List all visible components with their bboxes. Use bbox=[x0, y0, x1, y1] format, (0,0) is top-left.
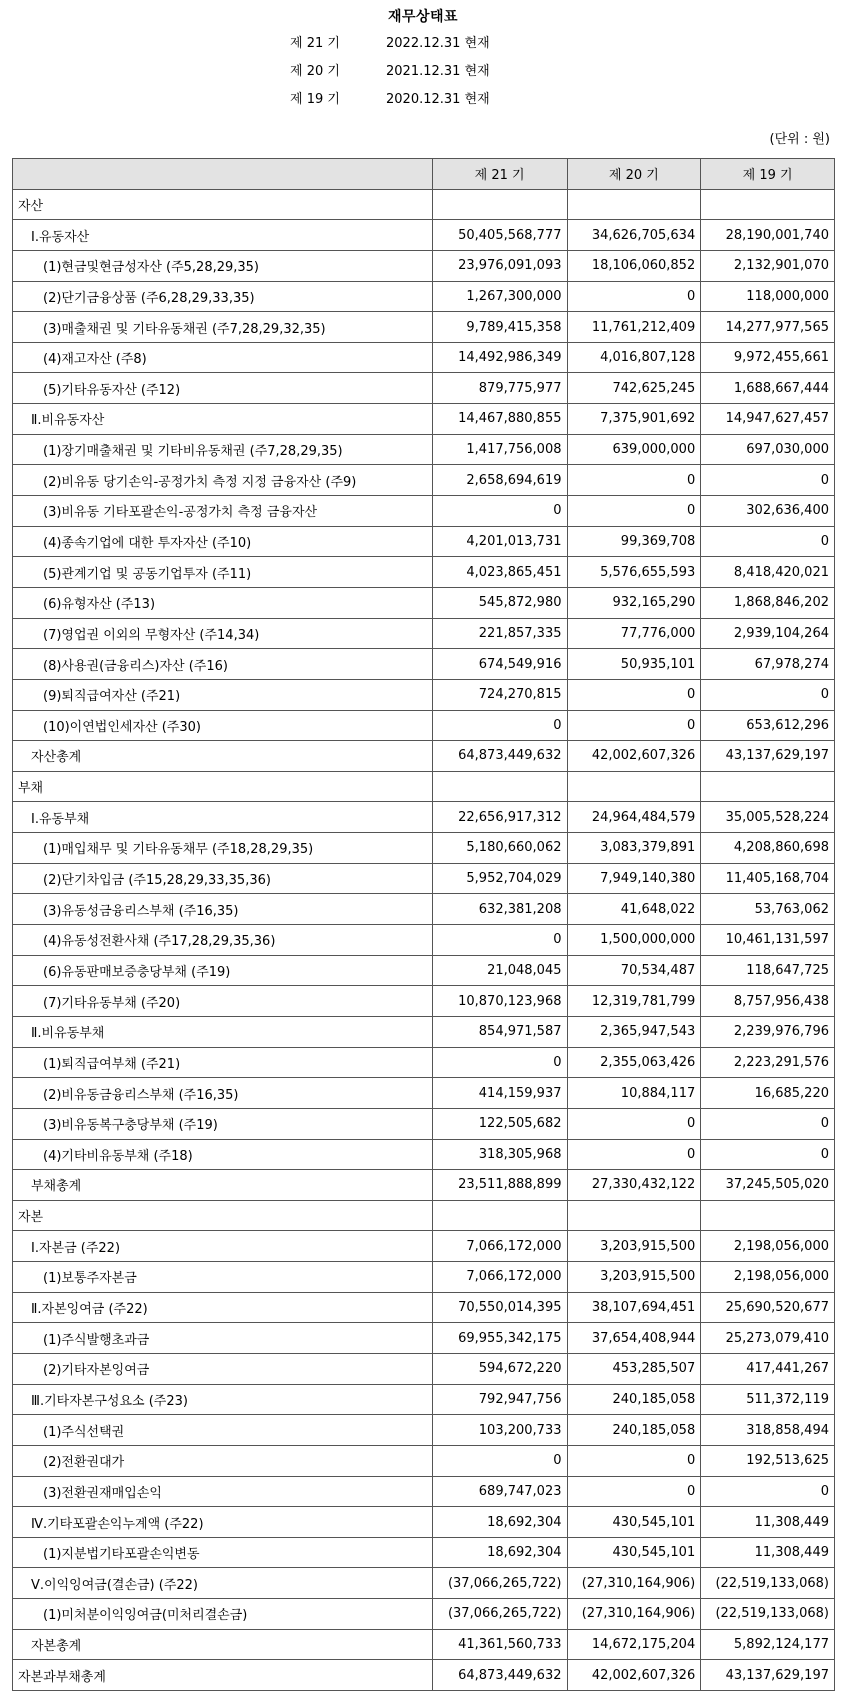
row-value: 103,200,733 bbox=[432, 1415, 567, 1446]
row-value: 240,185,058 bbox=[567, 1415, 701, 1446]
row-value: 2,198,056,000 bbox=[701, 1231, 835, 1262]
row-label: (3)비유동복구충당부채 (주19) bbox=[13, 1108, 433, 1139]
row-value bbox=[432, 189, 567, 220]
row-value: 18,692,304 bbox=[432, 1537, 567, 1568]
row-label: 자본 bbox=[13, 1200, 433, 1231]
period-date: 2020.12.31 현재 bbox=[386, 92, 490, 107]
row-value: 64,873,449,632 bbox=[432, 741, 567, 772]
row-value: 42,002,607,326 bbox=[567, 741, 701, 772]
row-label: 자산 bbox=[13, 189, 433, 220]
row-label: (7)기타유동부채 (주20) bbox=[13, 986, 433, 1017]
row-label: (3)전환권재매입손익 bbox=[13, 1476, 433, 1507]
row-label: Ⅰ.유동자산 bbox=[13, 220, 433, 251]
row-value: 14,672,175,204 bbox=[567, 1629, 701, 1660]
row-value: 854,971,587 bbox=[432, 1016, 567, 1047]
table-row bbox=[13, 1047, 835, 1078]
row-value: 0 bbox=[567, 281, 701, 312]
row-value: 932,165,290 bbox=[567, 587, 701, 618]
row-value bbox=[701, 189, 835, 220]
row-value: 430,545,101 bbox=[567, 1537, 701, 1568]
row-value: 2,223,291,576 bbox=[701, 1047, 835, 1078]
row-value: 16,685,220 bbox=[701, 1078, 835, 1109]
row-value: 1,868,846,202 bbox=[701, 587, 835, 618]
row-label: (1)현금및현금성자산 (주5,28,29,35) bbox=[13, 250, 433, 281]
row-value: 1,417,756,008 bbox=[432, 434, 567, 465]
row-value: 511,372,119 bbox=[701, 1384, 835, 1415]
row-value: 50,405,568,777 bbox=[432, 220, 567, 251]
row-value: 318,305,968 bbox=[432, 1139, 567, 1170]
row-value: 3,203,915,500 bbox=[567, 1231, 701, 1262]
row-value: 0 bbox=[567, 679, 701, 710]
row-value: 14,947,627,457 bbox=[701, 404, 835, 435]
row-value: 50,935,101 bbox=[567, 649, 701, 680]
row-value: 5,180,660,062 bbox=[432, 833, 567, 864]
row-label: 자본과부채총계 bbox=[13, 1660, 433, 1691]
row-value: 7,066,172,000 bbox=[432, 1231, 567, 1262]
table-header-row bbox=[13, 159, 835, 190]
table-body bbox=[13, 189, 835, 1690]
row-value: 10,884,117 bbox=[567, 1078, 701, 1109]
table-row bbox=[13, 1108, 835, 1139]
row-value: 0 bbox=[701, 1108, 835, 1139]
row-value: 2,198,056,000 bbox=[701, 1262, 835, 1293]
table-row bbox=[13, 1078, 835, 1109]
row-label: (5)기타유동자산 (주12) bbox=[13, 373, 433, 404]
row-label: (2)비유동 당기손익-공정가치 측정 지정 금융자산 (주9) bbox=[13, 465, 433, 496]
row-value: 674,549,916 bbox=[432, 649, 567, 680]
row-value: 8,757,956,438 bbox=[701, 986, 835, 1017]
row-value: 302,636,400 bbox=[701, 496, 835, 527]
row-value: 453,285,507 bbox=[567, 1353, 701, 1384]
table-row bbox=[13, 894, 835, 925]
row-value: 2,658,694,619 bbox=[432, 465, 567, 496]
row-value: 0 bbox=[567, 1476, 701, 1507]
row-value: 25,273,079,410 bbox=[701, 1323, 835, 1354]
table-row bbox=[13, 833, 835, 864]
row-value: 7,375,901,692 bbox=[567, 404, 701, 435]
row-value: 122,505,682 bbox=[432, 1108, 567, 1139]
row-label: 자산총계 bbox=[13, 741, 433, 772]
row-label: 자본총계 bbox=[13, 1629, 433, 1660]
row-value: 689,747,023 bbox=[432, 1476, 567, 1507]
row-label: (1)미처분이익잉여금(미처리결손금) bbox=[13, 1599, 433, 1630]
table-row bbox=[13, 587, 835, 618]
table-row bbox=[13, 863, 835, 894]
row-label: (9)퇴직급여자산 (주21) bbox=[13, 679, 433, 710]
row-value: 1,267,300,000 bbox=[432, 281, 567, 312]
table-row bbox=[13, 373, 835, 404]
row-value: 28,190,001,740 bbox=[701, 220, 835, 251]
table-row bbox=[13, 557, 835, 588]
row-value: 221,857,335 bbox=[432, 618, 567, 649]
row-value: 69,955,342,175 bbox=[432, 1323, 567, 1354]
row-value: 23,976,091,093 bbox=[432, 250, 567, 281]
row-value: 11,308,449 bbox=[701, 1507, 835, 1538]
row-value: 0 bbox=[701, 1476, 835, 1507]
row-value: 0 bbox=[567, 710, 701, 741]
table-row bbox=[13, 1200, 835, 1231]
column-header-period-21: 제 21 기 bbox=[432, 159, 567, 190]
row-label: Ⅱ.비유동부채 bbox=[13, 1016, 433, 1047]
row-value: 4,023,865,451 bbox=[432, 557, 567, 588]
table-row bbox=[13, 465, 835, 496]
row-label: (4)재고자산 (주8) bbox=[13, 342, 433, 373]
row-value: 37,245,505,020 bbox=[701, 1170, 835, 1201]
balance-sheet-table bbox=[12, 158, 835, 1691]
table-row bbox=[13, 189, 835, 220]
row-value bbox=[567, 1200, 701, 1231]
row-value: 0 bbox=[701, 526, 835, 557]
row-value: 64,873,449,632 bbox=[432, 1660, 567, 1691]
row-value: 18,106,060,852 bbox=[567, 250, 701, 281]
row-label: 부채 bbox=[13, 771, 433, 802]
table-row bbox=[13, 1445, 835, 1476]
row-value: 0 bbox=[701, 465, 835, 496]
row-label: (10)이연법인세자산 (주30) bbox=[13, 710, 433, 741]
period-label: 제 21 기 bbox=[290, 36, 340, 51]
row-label: (2)비유동금융리스부채 (주16,35) bbox=[13, 1078, 433, 1109]
table-row bbox=[13, 1170, 835, 1201]
row-value: 41,361,560,733 bbox=[432, 1629, 567, 1660]
row-value: 34,626,705,634 bbox=[567, 220, 701, 251]
row-label: (3)비유동 기타포괄손익-공정가치 측정 금융자산 bbox=[13, 496, 433, 527]
row-label: (1)보통주자본금 bbox=[13, 1262, 433, 1293]
row-value: 417,441,267 bbox=[701, 1353, 835, 1384]
table-row bbox=[13, 771, 835, 802]
column-header-period-20: 제 20 기 bbox=[567, 159, 701, 190]
table-row bbox=[13, 1323, 835, 1354]
table-row bbox=[13, 1016, 835, 1047]
row-value: 41,648,022 bbox=[567, 894, 701, 925]
table-row bbox=[13, 220, 835, 251]
row-value: 5,576,655,593 bbox=[567, 557, 701, 588]
row-value bbox=[567, 771, 701, 802]
row-value: 0 bbox=[567, 1139, 701, 1170]
table-row bbox=[13, 1262, 835, 1293]
row-value: 4,016,807,128 bbox=[567, 342, 701, 373]
table-row bbox=[13, 250, 835, 281]
table-row bbox=[13, 526, 835, 557]
row-value: 0 bbox=[432, 1047, 567, 1078]
period-label: 제 19 기 bbox=[290, 92, 340, 107]
row-value: 0 bbox=[567, 496, 701, 527]
table-row bbox=[13, 1139, 835, 1170]
unit-label: (단위 : 원) bbox=[769, 132, 830, 147]
row-label: (2)단기차입금 (주15,28,29,33,35,36) bbox=[13, 863, 433, 894]
row-value: 724,270,815 bbox=[432, 679, 567, 710]
row-value: 2,365,947,543 bbox=[567, 1016, 701, 1047]
row-value bbox=[432, 1200, 567, 1231]
row-label: (8)사용권(금융리스)자산 (주16) bbox=[13, 649, 433, 680]
row-value: 10,870,123,968 bbox=[432, 986, 567, 1017]
row-label: (5)관계기업 및 공동기업투자 (주11) bbox=[13, 557, 433, 588]
table-row bbox=[13, 710, 835, 741]
row-label: 부채총계 bbox=[13, 1170, 433, 1201]
table-row bbox=[13, 649, 835, 680]
row-value: 318,858,494 bbox=[701, 1415, 835, 1446]
row-value: (37,066,265,722) bbox=[432, 1599, 567, 1630]
row-value bbox=[567, 189, 701, 220]
row-value: 11,405,168,704 bbox=[701, 863, 835, 894]
period-date: 2022.12.31 현재 bbox=[386, 36, 490, 51]
row-value: 12,319,781,799 bbox=[567, 986, 701, 1017]
row-value: 5,892,124,177 bbox=[701, 1629, 835, 1660]
row-value: 18,692,304 bbox=[432, 1507, 567, 1538]
row-label: (6)유형자산 (주13) bbox=[13, 587, 433, 618]
row-value: 2,355,063,426 bbox=[567, 1047, 701, 1078]
row-label: (4)기타비유동부채 (주18) bbox=[13, 1139, 433, 1170]
row-value: 42,002,607,326 bbox=[567, 1660, 701, 1691]
row-value: 414,159,937 bbox=[432, 1078, 567, 1109]
row-value: 1,688,667,444 bbox=[701, 373, 835, 404]
row-value: 240,185,058 bbox=[567, 1384, 701, 1415]
row-value: 21,048,045 bbox=[432, 955, 567, 986]
statement-title: 재무상태표 bbox=[387, 9, 459, 25]
table-row bbox=[13, 618, 835, 649]
row-value: 1,500,000,000 bbox=[567, 925, 701, 956]
period-date: 2021.12.31 현재 bbox=[386, 64, 490, 79]
row-value: 14,492,986,349 bbox=[432, 342, 567, 373]
row-value bbox=[432, 771, 567, 802]
row-value: 639,000,000 bbox=[567, 434, 701, 465]
row-value: 0 bbox=[432, 1445, 567, 1476]
row-label: Ⅱ.자본잉여금 (주22) bbox=[13, 1292, 433, 1323]
table-row bbox=[13, 1537, 835, 1568]
table-row bbox=[13, 342, 835, 373]
row-value: 2,939,104,264 bbox=[701, 618, 835, 649]
row-value: 2,239,976,796 bbox=[701, 1016, 835, 1047]
row-label: (2)전환권대가 bbox=[13, 1445, 433, 1476]
row-value bbox=[701, 771, 835, 802]
row-value: 594,672,220 bbox=[432, 1353, 567, 1384]
row-value: 2,132,901,070 bbox=[701, 250, 835, 281]
row-value: 35,005,528,224 bbox=[701, 802, 835, 833]
row-label: Ⅴ.이익잉여금(결손금) (주22) bbox=[13, 1568, 433, 1599]
row-label: (1)주식선택권 bbox=[13, 1415, 433, 1446]
row-value: (22,519,133,068) bbox=[701, 1599, 835, 1630]
table-row bbox=[13, 1415, 835, 1446]
row-value: 792,947,756 bbox=[432, 1384, 567, 1415]
table-row bbox=[13, 312, 835, 343]
row-value: (37,066,265,722) bbox=[432, 1568, 567, 1599]
row-label: (2)단기금융상품 (주6,28,29,33,35) bbox=[13, 281, 433, 312]
row-value: 545,872,980 bbox=[432, 587, 567, 618]
table-row bbox=[13, 925, 835, 956]
row-value: 4,201,013,731 bbox=[432, 526, 567, 557]
table-row bbox=[13, 679, 835, 710]
row-label: (3)유동성금융리스부채 (주16,35) bbox=[13, 894, 433, 925]
row-value: 77,776,000 bbox=[567, 618, 701, 649]
row-value: 24,964,484,579 bbox=[567, 802, 701, 833]
row-label: (4)유동성전환사채 (주17,28,29,35,36) bbox=[13, 925, 433, 956]
row-value: 27,330,432,122 bbox=[567, 1170, 701, 1201]
row-value: 70,534,487 bbox=[567, 955, 701, 986]
row-label: (6)유동판매보증충당부채 (주19) bbox=[13, 955, 433, 986]
row-label: Ⅰ.유동부채 bbox=[13, 802, 433, 833]
row-value: 5,952,704,029 bbox=[432, 863, 567, 894]
row-value: 37,654,408,944 bbox=[567, 1323, 701, 1354]
row-value: 10,461,131,597 bbox=[701, 925, 835, 956]
row-value: 0 bbox=[701, 1139, 835, 1170]
table-row bbox=[13, 1384, 835, 1415]
column-header-period-19: 제 19 기 bbox=[701, 159, 835, 190]
period-label: 제 20 기 bbox=[290, 64, 340, 79]
row-label: Ⅲ.기타자본구성요소 (주23) bbox=[13, 1384, 433, 1415]
row-value: (27,310,164,906) bbox=[567, 1599, 701, 1630]
row-value: 632,381,208 bbox=[432, 894, 567, 925]
row-value: (22,519,133,068) bbox=[701, 1568, 835, 1599]
row-value: 118,000,000 bbox=[701, 281, 835, 312]
row-label: (2)기타자본잉여금 bbox=[13, 1353, 433, 1384]
row-value: 99,369,708 bbox=[567, 526, 701, 557]
table-row bbox=[13, 281, 835, 312]
table-row bbox=[13, 1476, 835, 1507]
row-value: 0 bbox=[432, 925, 567, 956]
row-value: 8,418,420,021 bbox=[701, 557, 835, 588]
row-value: 70,550,014,395 bbox=[432, 1292, 567, 1323]
column-header-item bbox=[13, 159, 433, 190]
row-label: (1)장기매출채권 및 기타비유동채권 (주7,28,29,35) bbox=[13, 434, 433, 465]
row-label: (4)종속기업에 대한 투자자산 (주10) bbox=[13, 526, 433, 557]
row-value: 7,066,172,000 bbox=[432, 1262, 567, 1293]
table-row bbox=[13, 1629, 835, 1660]
row-value: 9,789,415,358 bbox=[432, 312, 567, 343]
row-label: Ⅱ.비유동자산 bbox=[13, 404, 433, 435]
row-value: 430,545,101 bbox=[567, 1507, 701, 1538]
row-label: (1)주식발행초과금 bbox=[13, 1323, 433, 1354]
table-row bbox=[13, 1231, 835, 1262]
row-label: (1)지분법기타포괄손익변동 bbox=[13, 1537, 433, 1568]
row-value: 0 bbox=[432, 710, 567, 741]
row-value: 11,761,212,409 bbox=[567, 312, 701, 343]
row-label: Ⅳ.기타포괄손익누계액 (주22) bbox=[13, 1507, 433, 1538]
table-row bbox=[13, 1568, 835, 1599]
table-row bbox=[13, 955, 835, 986]
row-value: 7,949,140,380 bbox=[567, 863, 701, 894]
table-row bbox=[13, 1292, 835, 1323]
row-value: 118,647,725 bbox=[701, 955, 835, 986]
row-label: (1)퇴직급여부채 (주21) bbox=[13, 1047, 433, 1078]
row-value: 742,625,245 bbox=[567, 373, 701, 404]
row-value: 53,763,062 bbox=[701, 894, 835, 925]
table-row bbox=[13, 1353, 835, 1384]
row-label: (1)매입채무 및 기타유동채무 (주18,28,29,35) bbox=[13, 833, 433, 864]
row-label: (3)매출채권 및 기타유동채권 (주7,28,29,32,35) bbox=[13, 312, 433, 343]
row-value: 43,137,629,197 bbox=[701, 1660, 835, 1691]
table-row bbox=[13, 1660, 835, 1691]
table-row bbox=[13, 404, 835, 435]
table-row bbox=[13, 741, 835, 772]
row-value: 43,137,629,197 bbox=[701, 741, 835, 772]
row-value: 38,107,694,451 bbox=[567, 1292, 701, 1323]
table-row bbox=[13, 1599, 835, 1630]
row-value: 697,030,000 bbox=[701, 434, 835, 465]
row-value bbox=[701, 1200, 835, 1231]
row-value: 3,083,379,891 bbox=[567, 833, 701, 864]
row-value: 0 bbox=[567, 1108, 701, 1139]
row-value: 22,656,917,312 bbox=[432, 802, 567, 833]
table-row bbox=[13, 802, 835, 833]
row-value: 653,612,296 bbox=[701, 710, 835, 741]
table-row bbox=[13, 496, 835, 527]
row-value: 4,208,860,698 bbox=[701, 833, 835, 864]
row-value: 192,513,625 bbox=[701, 1445, 835, 1476]
table-row bbox=[13, 434, 835, 465]
row-value: 67,978,274 bbox=[701, 649, 835, 680]
row-value: 9,972,455,661 bbox=[701, 342, 835, 373]
row-value: 11,308,449 bbox=[701, 1537, 835, 1568]
row-value: 0 bbox=[432, 496, 567, 527]
row-value: 25,690,520,677 bbox=[701, 1292, 835, 1323]
row-value: 0 bbox=[701, 679, 835, 710]
row-value: 3,203,915,500 bbox=[567, 1262, 701, 1293]
row-value: 879,775,977 bbox=[432, 373, 567, 404]
row-value: 23,511,888,899 bbox=[432, 1170, 567, 1201]
row-value: 14,467,880,855 bbox=[432, 404, 567, 435]
row-label: (7)영업권 이외의 무형자산 (주14,34) bbox=[13, 618, 433, 649]
row-value: (27,310,164,906) bbox=[567, 1568, 701, 1599]
row-value: 0 bbox=[567, 1445, 701, 1476]
table-row bbox=[13, 986, 835, 1017]
row-value: 14,277,977,565 bbox=[701, 312, 835, 343]
row-label: Ⅰ.자본금 (주22) bbox=[13, 1231, 433, 1262]
row-value: 0 bbox=[567, 465, 701, 496]
table-row bbox=[13, 1507, 835, 1538]
